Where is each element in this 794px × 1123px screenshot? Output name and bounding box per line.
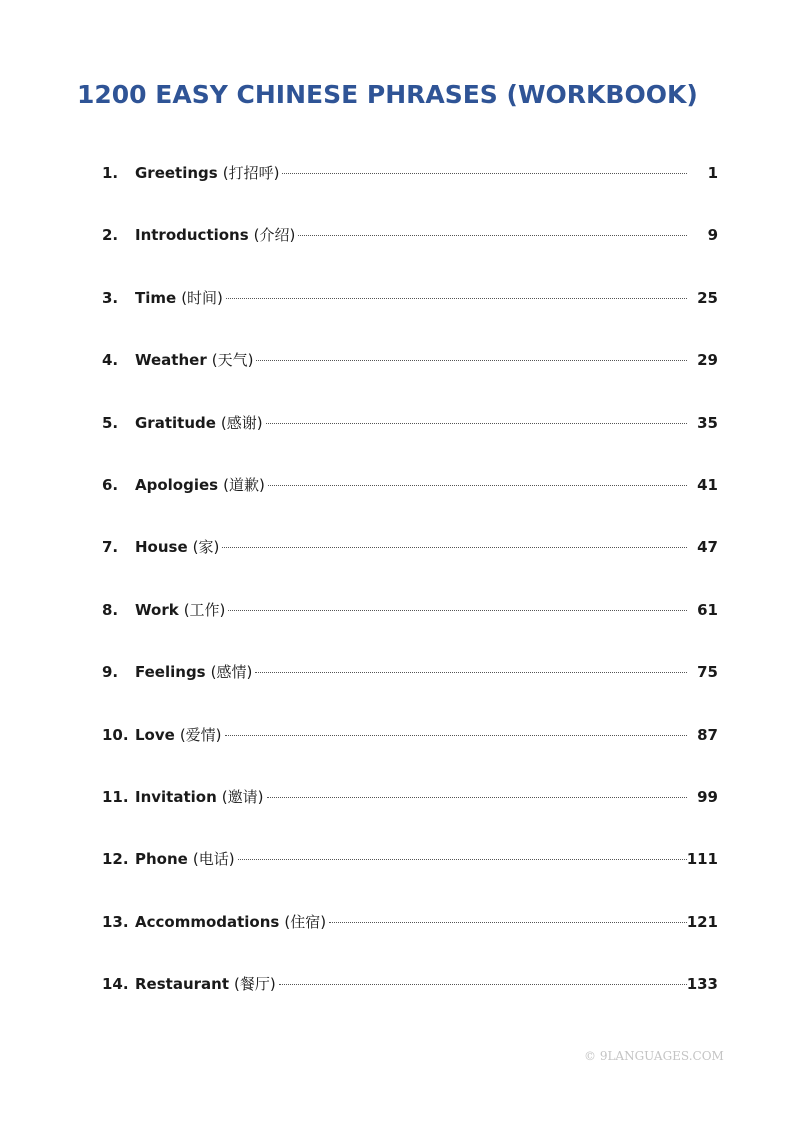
toc-entry-chinese: (天气) (211, 351, 254, 370)
toc-entry-chinese: (介绍) (253, 226, 296, 245)
toc-entry-work[interactable] (102, 587, 718, 649)
toc-entry-title: Apologies (135, 475, 219, 494)
toc-dot-leader (256, 360, 687, 361)
toc-dot-leader (268, 485, 687, 486)
toc-entry-title: Love (135, 725, 175, 744)
toc-entry-chinese: (感谢) (220, 413, 263, 432)
toc-dot-leader (329, 922, 687, 923)
toc-entry-love[interactable] (102, 712, 718, 774)
toc-entry-page: 75 (697, 663, 718, 682)
toc-entry-number: 4. (102, 351, 119, 370)
toc-entry-title: Gratitude (135, 413, 216, 432)
toc-entry-title: Phone (135, 850, 188, 869)
toc-entry-page: 133 (686, 975, 718, 994)
toc-entry-chinese: (工作) (183, 600, 226, 619)
toc-entry-number: 6. (102, 475, 119, 494)
toc-entry-chinese: (时间) (181, 288, 223, 307)
toc-entry-chinese: (邀请) (221, 787, 264, 806)
toc-entry-number: 1. (102, 164, 119, 182)
toc-entry-page: 99 (697, 787, 718, 806)
toc-entry-title: Feelings (135, 663, 206, 682)
toc-entry-page: 111 (686, 850, 718, 869)
toc-entry-chinese: (家) (192, 538, 220, 557)
toc-entry-number: 13. (102, 912, 129, 931)
toc-entry-number: 9. (102, 663, 119, 682)
toc-dot-leader (298, 235, 687, 236)
toc-entry-chinese: (道歉) (223, 475, 265, 494)
toc-dot-leader (282, 173, 687, 174)
toc-entry-chinese: (电话) (192, 850, 235, 869)
toc-entry-gratitude[interactable] (102, 400, 718, 462)
toc-entry-accommodations[interactable] (102, 899, 718, 961)
toc-dot-leader (225, 735, 687, 736)
toc-entry-time[interactable] (102, 275, 718, 337)
toc-entry-page: 41 (697, 475, 718, 494)
toc-entry-title: Weather (135, 351, 207, 370)
toc-entry-number: 10. (102, 725, 129, 744)
toc-dot-leader (226, 298, 687, 299)
page-title: 1200 EASY CHINESE PHRASES (WORKBOOK) (77, 80, 698, 109)
toc-entry-page: 47 (697, 538, 718, 557)
toc-entry-chinese: (餐厅) (234, 975, 276, 994)
toc-entry-introductions[interactable] (102, 212, 718, 274)
toc-entry-chinese: (爱情) (179, 725, 222, 744)
toc-entry-weather[interactable] (102, 337, 718, 399)
toc-entry-invitation[interactable] (102, 774, 718, 836)
toc-dot-leader (279, 984, 687, 985)
toc-entry-title: Accommodations (135, 912, 280, 931)
toc-entry-number: 5. (102, 413, 119, 432)
toc-entry-title: Introductions (135, 226, 249, 245)
toc-entry-phone[interactable] (102, 836, 718, 898)
toc-entry-page: 61 (697, 600, 718, 619)
toc-entry-title: Greetings (135, 164, 218, 182)
copyright-watermark: © 9LANGUAGES.COM (584, 1049, 724, 1063)
toc-entry-title: Work (135, 600, 179, 619)
toc-entry-chinese: (感情) (210, 663, 253, 682)
toc-entry-number: 12. (102, 850, 129, 869)
toc-entry-number: 11. (102, 787, 129, 806)
toc-entry-chinese: (打招呼) (222, 164, 280, 182)
toc-entry-page: 121 (686, 912, 718, 931)
toc-entry-number: 3. (102, 288, 119, 307)
toc-entry-number: 7. (102, 538, 119, 557)
toc-entry-number: 2. (102, 226, 119, 245)
toc-entry-title: House (135, 538, 188, 557)
toc-entry-page: 29 (697, 351, 718, 370)
toc-entry-page: 25 (697, 288, 718, 307)
toc-entry-title: Invitation (135, 787, 217, 806)
toc-entry-feelings[interactable] (102, 649, 718, 711)
table-of-contents (102, 150, 718, 1023)
toc-dot-leader (266, 423, 687, 424)
toc-dot-leader (222, 547, 687, 548)
toc-entry-title: Restaurant (135, 975, 229, 994)
toc-entry-page: 1 (707, 164, 718, 182)
toc-entry-house[interactable] (102, 524, 718, 586)
toc-entry-page: 9 (707, 226, 718, 245)
toc-entry-chinese: (住宿) (284, 912, 327, 931)
toc-entry-apologies[interactable] (102, 462, 718, 524)
toc-dot-leader (255, 672, 687, 673)
toc-entry-greetings[interactable] (102, 150, 718, 212)
toc-entry-restaurant[interactable] (102, 961, 718, 1023)
toc-dot-leader (267, 797, 688, 798)
toc-dot-leader (238, 859, 687, 860)
toc-entry-number: 8. (102, 600, 119, 619)
toc-entry-page: 87 (697, 725, 718, 744)
toc-entry-title: Time (135, 288, 177, 307)
toc-entry-page: 35 (697, 413, 718, 432)
toc-entry-number: 14. (102, 975, 129, 994)
toc-dot-leader (228, 610, 687, 611)
